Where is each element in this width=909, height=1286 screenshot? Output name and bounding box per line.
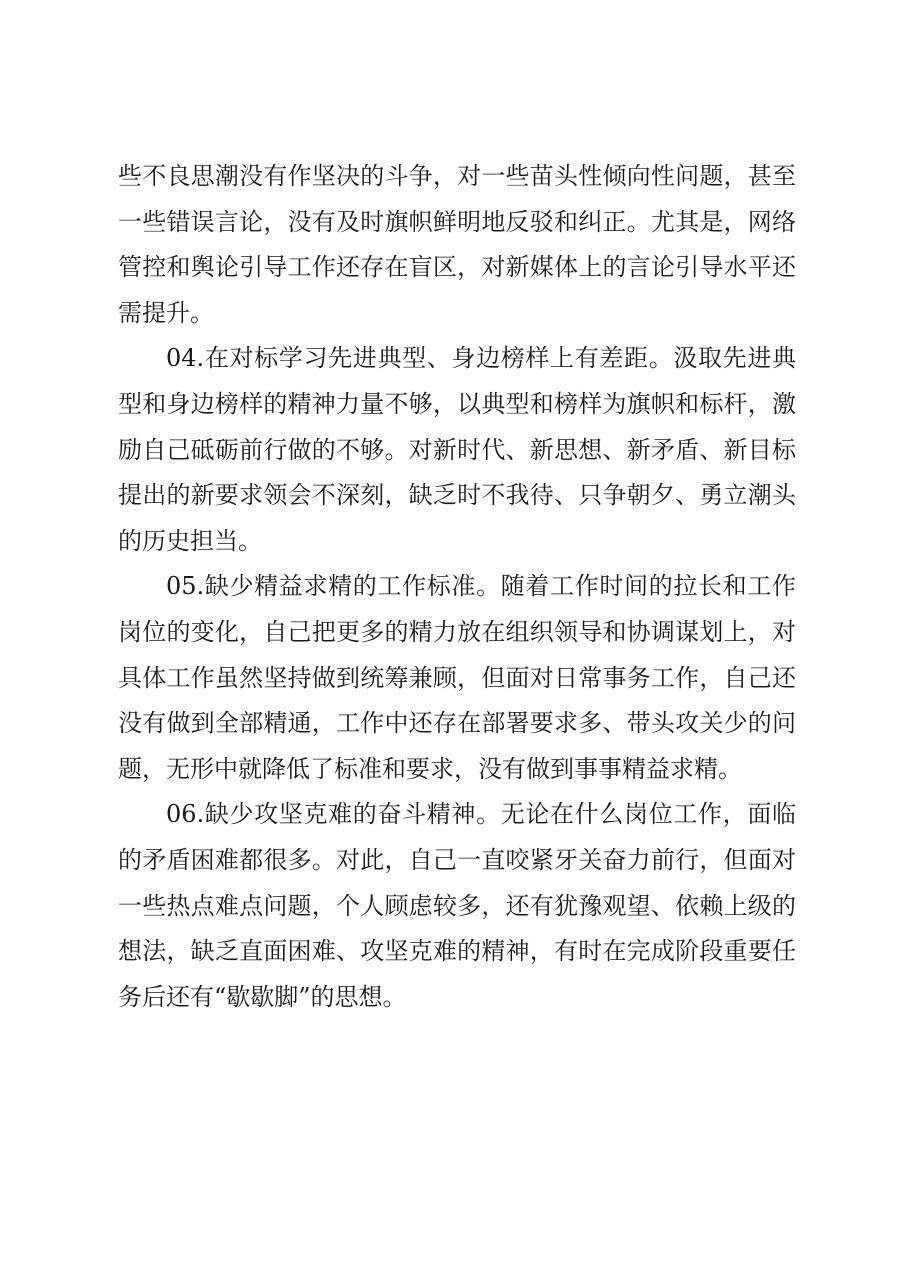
paragraph-item-04: 04.在对标学习先进典型、身边榜样上有差距。汲取先进典型和身边榜样的精神力量不够，以典型和榜样为旗帜和标杆，激励自己砥砺前行做的不够。对新时代、新思想、新矛盾、新目标提出的新要求领会不深刻，缺乏时不我待、只争朝夕、勇立潮头的历史担当。	[118, 344, 796, 555]
paragraph-continuation: 些不良思潮没有作坚决的斗争，对一些苗头性倾向性问题，甚至一些错误言论，没有及时旗帜鲜明地反驳和纠正。尤其是，网络管控和舆论引导工作还存在盲区，对新媒体上的言论引导水平还需提升。	[118, 162, 796, 327]
paragraph-item-05: 05.缺少精益求精的工作标准。随着工作时间的拉长和工作岗位的变化，自己把更多的精力放在组织领导和协调谋划上，对具体工作虽然坚持做到统筹兼顾，但面对日常事务工作，自己还没有做到全部精通，工作中还存在部署要求多、带头攻关少的问题，无形中就降低了标准和要求，没有做到事事精益求精。	[118, 572, 796, 783]
paragraph-item-06: 06.缺少攻坚克难的奋斗精神。无论在什么岗位工作，面临的矛盾困难都很多。对此，自己一直咬紧牙关奋力前行，但面对一些热点难点问题，个人顾虑较多，还有犹豫观望、依赖上级的想法，缺乏直面困难、攻坚克难的精神，有时在完成阶段重要任务后还有“歇歇脚”的思想。	[118, 800, 796, 1011]
document-body	[118, 154, 796, 1020]
